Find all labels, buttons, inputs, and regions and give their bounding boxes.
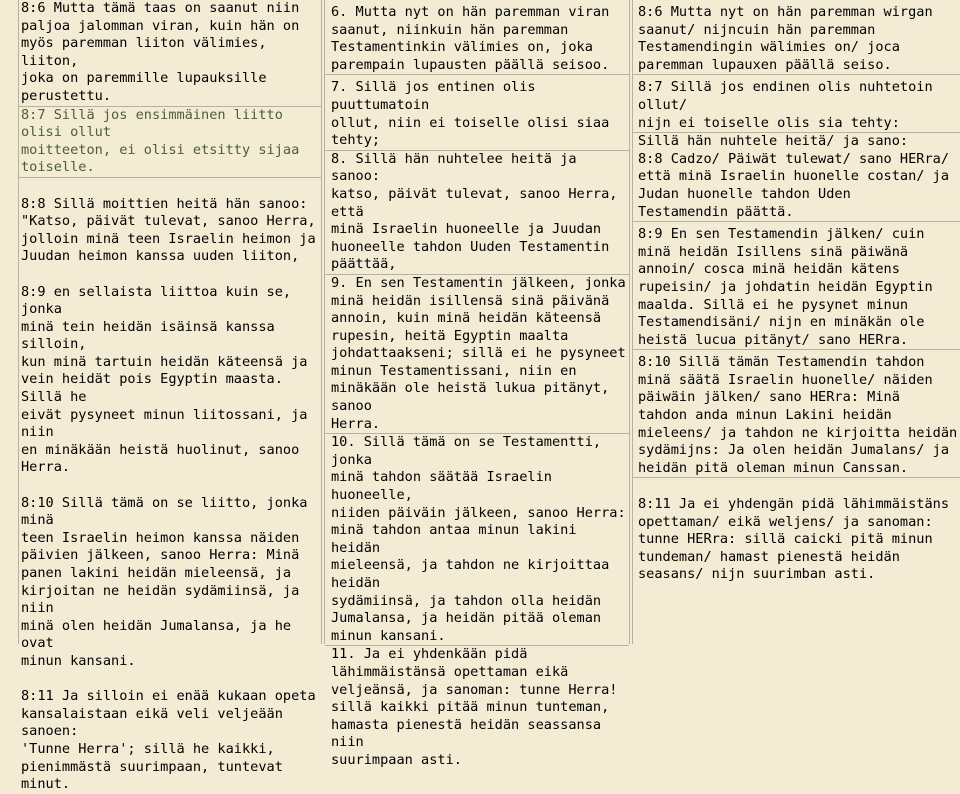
verse-11-text: 11. Ja ei yhdenkään pidä lähimmäistänsä opettaman eikä veljeänsä, ja sanoman: tunne Herra! sillä kaikki pitää minun tunteman, hamasta pienestä heidän seassansa niin suurimpaan asti. bbox=[331, 646, 618, 768]
verse-6-text: 6. Mutta nyt on hän paremman viran saanut, niinkuin hän paremman Testamentinkin välimies on, joka parempain lupausten päällä seisoo. bbox=[331, 4, 610, 73]
verse-cell-1642-8-10 bbox=[633, 350, 960, 478]
verse-cell-8-7 bbox=[19, 107, 321, 178]
verse-cell-1642-8-9 bbox=[633, 222, 960, 350]
verse-9-text: 9. En sen Testamentin jälkeen, jonka minä heidän isillensä sinä päivänä annoin, kuin minä heidän käteensä rupesin, heitä Egyptin maalta johdattaakseni; sillä ei he pysyneet minun Testamentissani, niin en minäkään ole heistä lukua pitänyt, sanoo Herra. bbox=[331, 274, 626, 432]
verse-8-8-text: 8:8 Sillä moittien heitä hän sanoo: "Katso, päivät tulevat, sanoo Herra, jolloin minä teen Israelin heimon ja Juudan heimon kanssa uuden liiton, bbox=[21, 195, 316, 265]
column-finnish-1642 bbox=[632, 0, 960, 644]
verse-7-text: 7. Sillä jos entinen olis puuttumatoin ollut, niin ei toiselle olisi siaa tehty; bbox=[331, 79, 610, 149]
verse-1642-8-10-text: 8:10 Sillä tämän Testamendin tahdon minä säätä Israelin huonelle/ näiden päiwäin jälken/ sano HERra: Minä tahdon anda minun Lakini heidän mieleens/ ja tahdon ne kirjoitta heidän sydämijns: Ja olen heidän Jumalans/ ja heidän pitä oleman minun Canssan. bbox=[638, 354, 958, 476]
verse-cell-10 bbox=[325, 434, 629, 646]
verse-cell-8-6 bbox=[19, 0, 321, 107]
verse-cell-6 bbox=[325, 0, 629, 75]
verse-1642-8-8-text: Sillä hän nuhtele heitä/ ja sano: 8:8 Cadzo/ Päiwät tulewat/ sano HERra/ että minä Israelin huonelle costan/ ja Judan huonelle tahdon Uden Testamendin päättä. bbox=[638, 133, 949, 220]
verse-cell-1642-8-7 bbox=[633, 75, 960, 133]
verse-cell-8 bbox=[325, 151, 629, 275]
verse-cell-1642-8-6 bbox=[633, 0, 960, 75]
verse-cell-1642-8-11 bbox=[633, 478, 960, 584]
verse-8-7-text: 8:7 Sillä jos ensimmäinen liitto olisi ollut moitteeton, ei olisi etsitty sijaa toiselle. bbox=[21, 106, 300, 176]
column-finnish-1776 bbox=[324, 0, 630, 768]
verse-cell-9 bbox=[325, 275, 629, 434]
verse-cell-1642-8-8 bbox=[633, 133, 960, 222]
verse-10-text: 10. Sillä tämä on se Testamentti, jonka minä tahdon säätää Israelin huoneelle, niiden päiväin jälkeen, sanoo Herra: minä tahdon antaa minun lakini heidän mieleensä, ja tahdon ne kirjoittaa heidän sydämiinsä, ja tahdon olla heidän Jumalansa, ja heidän pitää oleman minun kansani. bbox=[331, 434, 626, 644]
verse-8-6-text: 8:6 Mutta tämä taas on saanut niin paljoa jalomman viran, kuin hän on myös paremman liiton välimies, liiton, joka on paremmille lupauksille perustettu. bbox=[21, 0, 300, 104]
verse-1642-8-11-text: 8:11 Ja ei yhdengän pidä lähimmäistäns opettaman/ eikä weljens/ ja sanoman: tunne HERra: sillä caicki pitä minun tundeman/ hamast pienestä heidän seasans/ nijn suurimban asti. bbox=[638, 496, 949, 583]
verse-1642-8-9-text: 8:9 En sen Testamendin jälken/ cuin minä heidän Isillens sinä päiwänä annoin/ cosca minä heidän kätens rupeisin/ ja johdatin heidän Egyptin maalda. Sillä ei he pysynet minun Testamendisäni/ nijn en minäkän ole heistä lucua pitänyt/ sano HERra. bbox=[638, 226, 933, 348]
verse-1642-8-6-text: 8:6 Mutta nyt on hän paremman wirgan saanut/ nijncuin hän paremman Testamendingin wälimies on/ joca paremman lupauxen päällä seiso. bbox=[638, 4, 933, 73]
verse-8-10-text: 8:10 Sillä tämä on se liitto, jonka minä teen Israelin heimon kanssa näiden päivien jälkeen, sanoo Herra: Minä panen lakini heidän mieleensä, ja kirjoitan ne heidän sydämiinsä, ja niin minä olen heidän Jumalansa, ja he ovat minun kansani. bbox=[21, 494, 308, 669]
verse-8-9-text: 8:9 en sellaista liittoa kuin se, jonka minä tein heidän isäinsä kanssa silloin, kun minä tartuin heidän käteensä ja vein heidät pois Egyptin maasta. Sillä he eivät pysyneet minun liitossani, ja niin en minäkään heistä huolinut, sanoo Herra. bbox=[21, 283, 308, 476]
verse-cell-8-8-to-8-11 bbox=[19, 178, 321, 794]
verse-8-text: 8. Sillä hän nuhtelee heitä ja sanoo: katso, päivät tulevat, sanoo Herra, että minä Israelin huoneelle ja Juudan huoneelle tahdon Uuden Testamentin päättää, bbox=[331, 150, 618, 273]
verse-cell-7 bbox=[325, 75, 629, 150]
column-finnish-1933 bbox=[18, 0, 322, 793]
verse-1642-8-7-text: 8:7 Sillä jos endinen olis nuhtetoin ollut/ nijn ei toiselle olis sia tehty: bbox=[638, 79, 933, 131]
verse-cell-11 bbox=[325, 646, 629, 769]
verse-8-11-text: 8:11 Ja silloin ei enää kukaan opeta kansalaistaan eikä veli veljeään sanoen: 'Tunne Herra'; sillä he kaikki, pienimmästä suurimpaan, tuntevat minut. bbox=[21, 688, 316, 793]
